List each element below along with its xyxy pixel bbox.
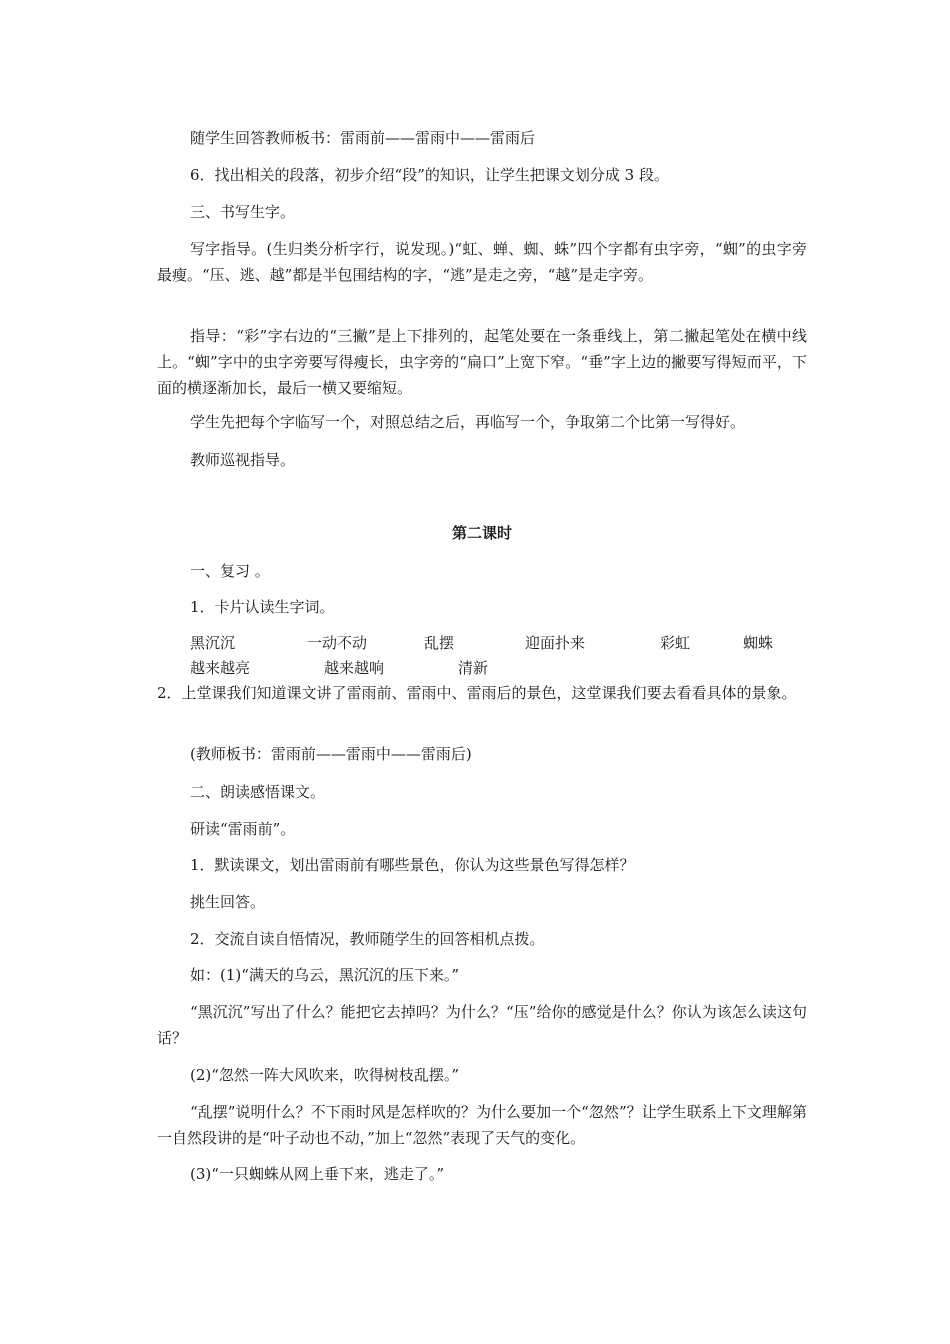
example-1-discussion: “黑沉沉”写出了什么？能把它去掉吗？为什么？“压”给你的感觉是什么？你认为该怎么读这句话？ (157, 1003, 807, 1047)
board-writing-line: 随学生回答教师板书：雷雨前——雷雨中——雷雨后 (190, 129, 536, 147)
answer-line: 挑生回答。 (190, 893, 266, 911)
vocab-word: 清新 (458, 659, 489, 677)
card-reading-line: 1．卡片认读生字词。 (190, 598, 335, 616)
step-6-line: 6．找出相关的段落，初步介绍“段”的知识，让学生把课文划分成 3 段。 (190, 166, 669, 184)
read-aloud-heading: 二、朗读感悟课文。 (190, 783, 326, 801)
vocab-word: 迎面扑来 (525, 634, 586, 652)
question-1-line: 1．默读课文，划出雷雨前有哪些景色，你认为这些景色写得怎样？ (190, 856, 635, 874)
review-heading: 一、复习 。 (190, 562, 270, 580)
teacher-tour-line: 教师巡视指导。 (190, 451, 296, 469)
lesson-intro-paragraph: 2．上堂课我们知道课文讲了雷雨前、雷雨中、雷雨后的景色，这堂课我们要去看看具体的景象。 (157, 684, 797, 702)
example-1-line: 如：(1)“满天的乌云，黑沉沉的压下来。” (190, 966, 460, 984)
vocab-word: 黑沉沉 (190, 634, 236, 652)
practice-line: 学生先把每个字临写一个，对照总结之后，再临写一个，争取第二个比第一写得好。 (190, 413, 746, 431)
lesson-title: 第二课时 (451, 524, 512, 542)
question-2-line: 2．交流自读自悟情况，教师随学生的回答相机点拨。 (190, 930, 545, 948)
vocab-word: 越来越响 (324, 659, 385, 677)
writing-guide-paragraph: 写字指导。(生归类分析字行，说发现。)“虹、蝉、蜘、蛛”四个字都有虫字旁，“蜘”的虫字旁最瘦。“压、逃、越”都是半包围结构的字，“逃”是走之旁，“越”是走字旁。 (157, 240, 807, 284)
study-heading: 研读“雷雨前”。 (190, 820, 296, 838)
vocab-word: 彩虹 (660, 634, 691, 652)
example-3-line: (3)“一只蜘蛛从网上垂下来，逃走了。” (190, 1165, 445, 1183)
vocab-word: 越来越亮 (190, 659, 251, 677)
example-2-discussion: “乱摆”说明什么？不下雨时风是怎样吹的？为什么要加一个“忽然”？让学生联系上下文理解第一自然段讲的是“叶子动也不动，”加上“忽然”表现了天气的变化。 (157, 1103, 807, 1147)
vocab-word: 一动不动 (307, 634, 368, 652)
vocab-word: 乱摆 (424, 634, 455, 652)
vocab-word: 蜘蛛 (743, 634, 774, 652)
section-heading-write: 三、书写生字。 (190, 203, 296, 221)
example-2-line: (2)“忽然一阵大风吹来，吹得树枝乱摆。” (190, 1066, 460, 1084)
board-writing-line-2: (教师板书：雷雨前——雷雨中——雷雨后) (190, 745, 472, 763)
guidance-paragraph: 指导：“彩”字右边的“三撇”是上下排列的，起笔处要在一条垂线上，第二撇起笔处在横中线上。“蜘”字中的虫字旁要写得瘦长，虫字旁的“扁口”上宽下窄。“垂”字上边的撇要写得短而平，下面的横逐渐加长，最后一横又要缩短。 (157, 327, 807, 397)
